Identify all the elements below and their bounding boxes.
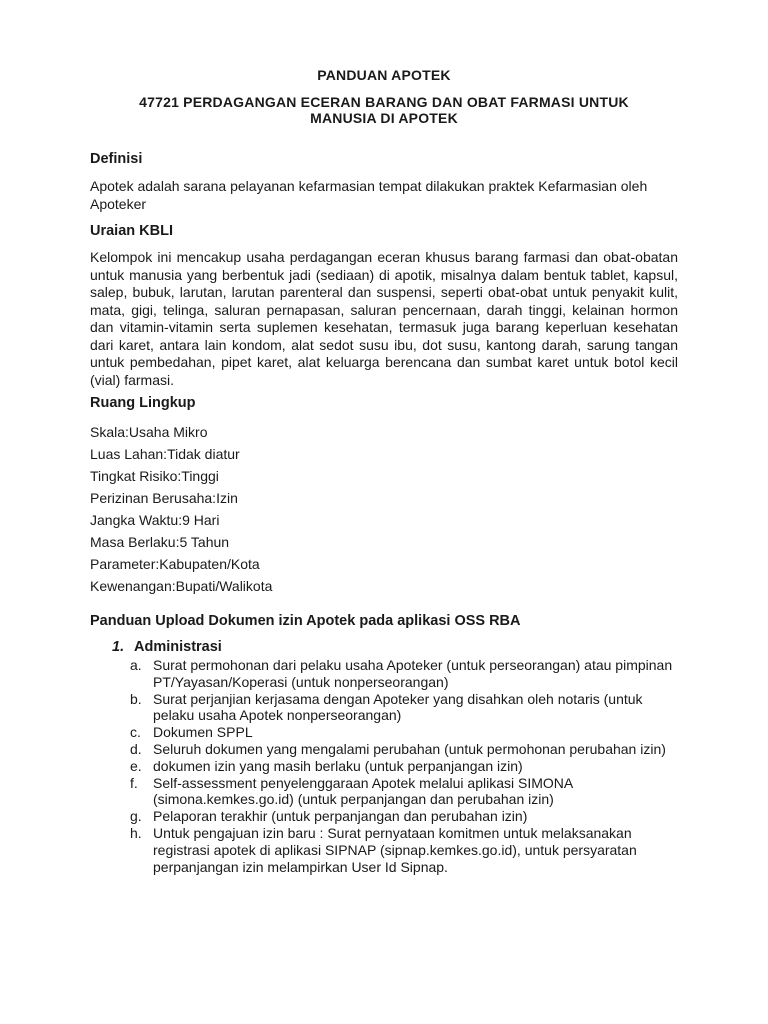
definisi-text: Apotek adalah sarana pelayanan kefarmasian tempat dilakukan praktek Kefarmasian oleh Apoteker — [90, 178, 648, 212]
definisi-heading: Definisi — [90, 151, 143, 167]
list-item-letter: c. — [130, 724, 141, 741]
scope-row-jangka-waktu: Jangka Waktu:9 Hari — [90, 512, 220, 528]
list-item — [130, 758, 682, 775]
scope-row-tingkat-risiko: Tingkat Risiko:Tinggi — [90, 468, 219, 484]
scope-row-luas-lahan: Luas Lahan:Tidak diatur — [90, 446, 240, 462]
doc-subtitle-line2: MANUSIA DI APOTEK — [310, 110, 458, 126]
doc-title: PANDUAN APOTEK — [317, 67, 451, 83]
scope-row-perizinan: Perizinan Berusaha:Izin — [90, 490, 238, 506]
doc-subtitle-line1: 47721 PERDAGANGAN ECERAN BARANG DAN OBAT FARMASI UNTUK — [139, 94, 629, 110]
list-item-text: Self-assessment penyelenggaraan Apotek melalui aplikasi SIMONA (simona.kemkes.go.id) (untuk perpanjangan dan perubahan izin) — [153, 774, 573, 808]
uraian-heading: Uraian KBLI — [90, 223, 173, 239]
list-item-letter: d. — [130, 740, 142, 757]
uraian-text: Kelompok ini mencakup usaha perdagangan eceran khusus barang farmasi dan obat-obatan untuk manusia yang berbentuk jadi (sediaan) di apotik, misalnya dalam bentuk tablet, kapsul, salep, bubuk, larutan, larutan parenteral dan suspensi, seperti obat-obat untuk penyakit kulit, mata, gigi, telinga, saluran pernapasan, saluran pencernaan, darah tinggi, kelainan hormon dan vitamin-vitamin serta suplemen kesehatan, termasuk juga barang keperluan kesehatan dari karet, antara lain kondom, alat sedot susu ibu, dot susu, kantong darah, sarung tangan untuk pembedahan, pipet karet, alat keluarga berencana dan sumbat karet untuk botol kecil (vial) farmasi. — [90, 249, 678, 388]
list-item — [130, 741, 682, 758]
section-administrasi-title — [112, 639, 222, 656]
list-item — [130, 724, 682, 741]
ruang-lingkup-heading: Ruang Lingkup — [90, 395, 196, 411]
doc-subtitle — [90, 94, 678, 126]
scope-row-skala: Skala:Usaha Mikro — [90, 424, 208, 440]
list-item-text: Untuk pengajuan izin baru : Surat pernyataan komitmen untuk melaksanakan registrasi apotek di aplikasi SIPNAP (sipnap.kemkes.go.id), untuk persyaratan perpanjangan izin melampirkan User Id Sipnap. — [153, 824, 637, 875]
list-item — [130, 775, 682, 809]
list-item-text: Pelaporan terakhir (untuk perpanjangan dan perubahan izin) — [153, 808, 528, 825]
scope-row-parameter: Parameter:Kabupaten/Kota — [90, 556, 260, 572]
administrasi-list — [130, 657, 682, 875]
scope-row-masa-berlaku: Masa Berlaku:5 Tahun — [90, 534, 230, 550]
list-item — [130, 657, 682, 691]
list-item-text: Dokumen SPPL — [153, 724, 253, 741]
list-item — [130, 825, 682, 875]
section-title: Administrasi — [134, 639, 222, 655]
list-item — [130, 691, 682, 725]
list-item-letter: g. — [130, 808, 142, 825]
ruang-lingkup-list — [90, 421, 678, 597]
list-item-text: Surat perjanjian kerjasama dengan Apoteker yang disahkan oleh notaris (untuk pelaku usaha Apotek nonperseorangan) — [153, 690, 643, 724]
list-item — [130, 808, 682, 825]
section-number: 1. — [112, 639, 125, 655]
list-item-text: Surat permohonan dari pelaku usaha Apoteker (untuk perseorangan) atau pimpinan PT/Yayasan/Koperasi (untuk nonperseorangan) — [153, 657, 673, 690]
list-item-letter: b. — [130, 690, 142, 707]
list-item-letter: e. — [130, 757, 142, 774]
list-item-letter: a. — [130, 657, 142, 673]
list-item-letter: h. — [130, 824, 142, 841]
scope-row-kewenangan: Kewenangan:Bupati/Walikota — [90, 578, 273, 594]
panduan-heading: Panduan Upload Dokumen izin Apotek pada aplikasi OSS RBA — [90, 613, 521, 629]
list-item-text: dokumen izin yang masih berlaku (untuk perpanjangan izin) — [153, 757, 523, 774]
list-item-letter: f. — [130, 774, 138, 791]
list-item-text: Seluruh dokumen yang mengalami perubahan (untuk permohonan perubahan izin) — [153, 740, 666, 757]
